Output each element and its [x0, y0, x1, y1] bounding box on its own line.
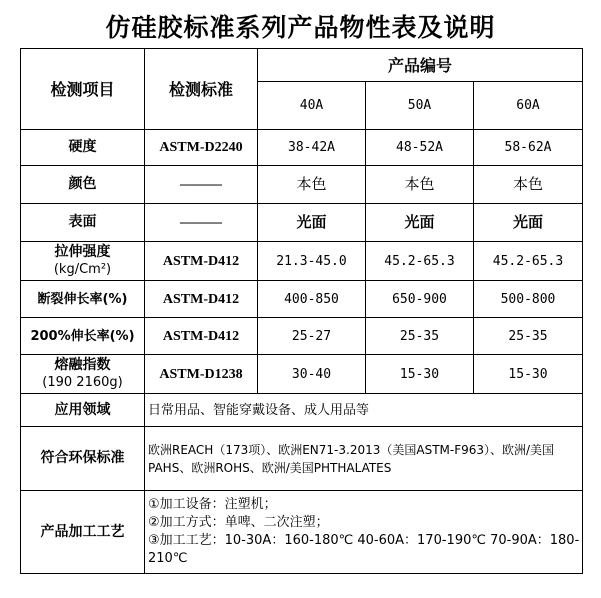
row-value: 21.3-45.0 — [258, 242, 366, 281]
row-item: 断裂伸长率(%) — [21, 281, 145, 318]
row-item-unit: (kg/Cm²) — [53, 262, 112, 277]
row-value: 光面 — [258, 204, 366, 242]
row-value: 38-42A — [258, 130, 366, 166]
table-row — [21, 394, 583, 427]
row-item: 硬度 — [21, 130, 145, 166]
page-title: 仿硅胶标准系列产品物性表及说明 — [105, 13, 496, 42]
row-value: 本色 — [258, 166, 366, 204]
row-value: 25-35 — [366, 318, 474, 355]
row-value: 25-35 — [474, 318, 583, 355]
table-row — [21, 130, 583, 166]
row-value: 15-30 — [366, 355, 474, 394]
row-item-name: 熔融指数 — [54, 357, 111, 373]
compliance-text: 欧洲REACH（173项）、欧洲EN71-3.2013（美国ASTM-F963）、欧洲/美国PAHS、欧洲ROHS、欧洲/美国PHTHALATES — [145, 427, 583, 491]
row-value: 45.2-65.3 — [474, 242, 583, 281]
row-item — [21, 355, 145, 394]
table-row — [21, 355, 583, 394]
row-value: 光面 — [366, 204, 474, 242]
row-item: 颜色 — [21, 166, 145, 204]
processing-line: ①加工设备：注塑机； — [148, 497, 277, 512]
processing-label: 产品加工工艺 — [21, 491, 145, 574]
table-row — [21, 281, 583, 318]
row-value: 45.2-65.3 — [366, 242, 474, 281]
processing-line: ②加工方式：单啤、二次注塑； — [148, 515, 329, 530]
row-item-condition: (190 2160g) — [42, 375, 123, 390]
row-standard: ASTM-D1238 — [145, 355, 258, 394]
row-value: 15-30 — [474, 355, 583, 394]
processing-notes — [145, 491, 583, 574]
header-grade: 40A — [258, 82, 366, 130]
table-row — [21, 318, 583, 355]
row-item — [21, 242, 145, 281]
row-value: 650-900 — [366, 281, 474, 318]
row-value: 500-800 — [474, 281, 583, 318]
row-item: 表面 — [21, 204, 145, 242]
row-value: 30-40 — [258, 355, 366, 394]
table-row — [21, 166, 583, 204]
header-product-code: 产品编号 — [258, 49, 583, 82]
header-standard: 检测标准 — [145, 49, 258, 130]
processing-line: ③加工工艺：10-30A：160-180℃ 40-60A：170-190℃ 70-90A：180-210℃ — [148, 533, 580, 566]
row-item: 200%伸长率(%) — [21, 318, 145, 355]
row-value: 本色 — [366, 166, 474, 204]
row-value: 48-52A — [366, 130, 474, 166]
row-item-name: 拉伸强度 — [54, 244, 111, 260]
row-value: 本色 — [474, 166, 583, 204]
row-standard: ASTM-D412 — [145, 318, 258, 355]
row-value: 400-850 — [258, 281, 366, 318]
compliance-label: 符合环保标准 — [21, 427, 145, 491]
row-standard: ASTM-D2240 — [145, 130, 258, 166]
row-standard: ASTM-D412 — [145, 281, 258, 318]
row-standard: ASTM-D412 — [145, 242, 258, 281]
header-grade: 50A — [366, 82, 474, 130]
table-row — [21, 427, 583, 491]
header-grade: 60A — [474, 82, 583, 130]
row-standard: ——— — [145, 166, 258, 204]
table-row — [21, 491, 583, 574]
row-value: 25-27 — [258, 318, 366, 355]
property-table — [20, 48, 583, 574]
header-item: 检测项目 — [21, 49, 145, 130]
row-value: 光面 — [474, 204, 583, 242]
application-label: 应用领域 — [21, 394, 145, 427]
table-row — [21, 204, 583, 242]
table-row — [21, 242, 583, 281]
row-value: 58-62A — [474, 130, 583, 166]
application-text: 日常用品、智能穿戴设备、成人用品等 — [145, 394, 583, 427]
row-standard: ——— — [145, 204, 258, 242]
